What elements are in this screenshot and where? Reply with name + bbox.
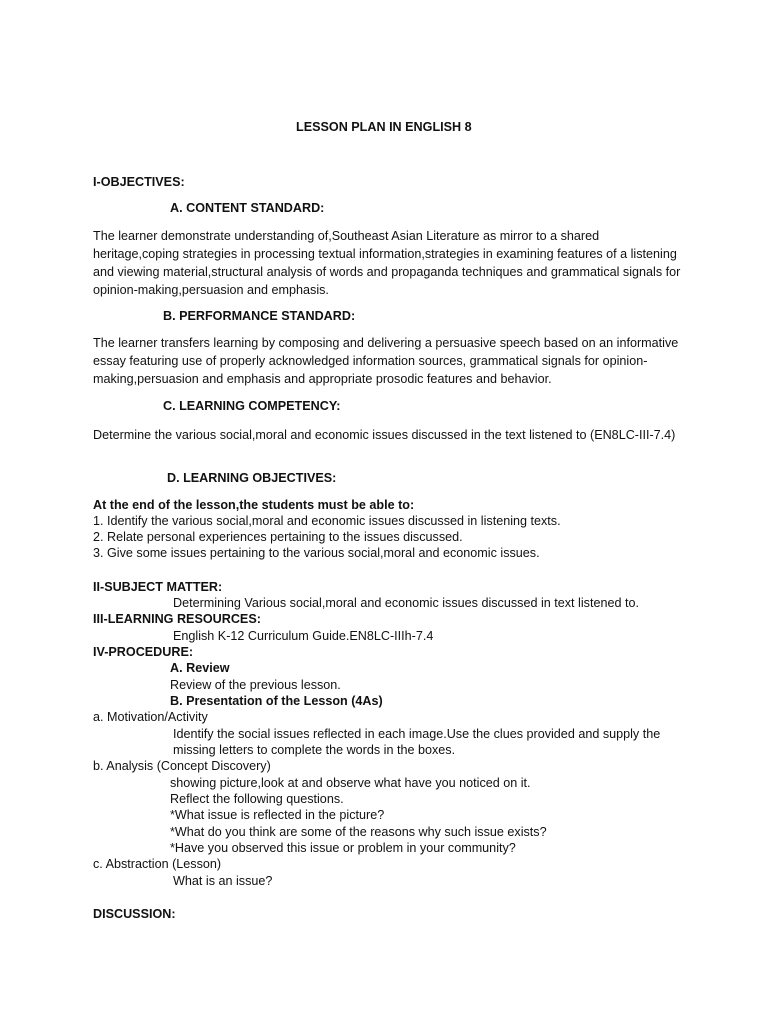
learning-resources-heading: III-LEARNING RESOURCES: xyxy=(93,612,261,626)
learning-objectives-heading: D. LEARNING OBJECTIVES: xyxy=(167,471,337,485)
learning-objective-item: 3. Give some issues pertaining to the various social,moral and economic issues. xyxy=(93,546,540,560)
motivation-text-line: missing letters to complete the words in the boxes. xyxy=(173,743,456,757)
learning-competency-text: Determine the various social,moral and economic issues discussed in the text listened to (EN8LC-III-7.4) xyxy=(93,428,676,442)
learning-objective-item: 2. Relate personal experiences pertaining to the issues discussed. xyxy=(93,530,463,544)
motivation-text-line: Identify the social issues reflected in each image.Use the clues provided and supply the xyxy=(173,727,661,741)
learning-objectives-intro: At the end of the lesson,the students must be able to: xyxy=(93,498,415,512)
review-heading: A. Review xyxy=(170,661,230,675)
page-title: LESSON PLAN IN ENGLISH 8 xyxy=(296,120,472,134)
review-text: Review of the previous lesson. xyxy=(170,678,341,692)
abstraction-text: What is an issue? xyxy=(173,874,273,888)
learning-objective-item: 1. Identify the various social,moral and economic issues discussed in listening texts. xyxy=(93,514,561,528)
content-standard-text: The learner demonstrate understanding of,Southeast Asian Literature as mirror to a shared heritage,coping strategies in processing textual information,strategies in examining features of a listening and viewing material,structural analysis of words and propaganda techniques and grammatical signals for opinion-making,persuasion and emphasis. xyxy=(93,229,681,297)
analysis-line: *What issue is reflected in the picture? xyxy=(170,808,385,822)
discussion-heading: DISCUSSION: xyxy=(93,907,176,921)
analysis-line: *What do you think are some of the reasons why such issue exists? xyxy=(170,825,547,839)
subject-matter-heading: II-SUBJECT MATTER: xyxy=(93,580,223,594)
presentation-heading: B. Presentation of the Lesson (4As) xyxy=(170,694,383,708)
analysis-line: Reflect the following questions. xyxy=(170,792,344,806)
subject-matter-text: Determining Various social,moral and economic issues discussed in text listened to. xyxy=(173,596,639,610)
learning-resources-text: English K-12 Curriculum Guide.EN8LC-IIIh-7.4 xyxy=(173,629,434,643)
performance-standard-text: The learner transfers learning by composing and delivering a persuasive speech based on an informative essay featuring use of properly acknowledged information sources, grammatical signals for opinion-making,persuasion and emphasis and appropriate prosodic features and behavior. xyxy=(93,336,679,386)
abstraction-heading: c. Abstraction (Lesson) xyxy=(93,857,222,871)
analysis-line: *Have you observed this issue or problem in your community? xyxy=(170,841,516,855)
analysis-heading: b. Analysis (Concept Discovery) xyxy=(93,759,271,773)
objectives-heading: I-OBJECTIVES: xyxy=(93,175,185,189)
learning-competency-heading: C. LEARNING COMPETENCY: xyxy=(163,399,341,413)
procedure-heading: IV-PROCEDURE: xyxy=(93,645,194,659)
analysis-line: showing picture,look at and observe what have you noticed on it. xyxy=(170,776,531,790)
performance-standard-heading: B. PERFORMANCE STANDARD: xyxy=(163,309,356,323)
content-standard-heading: A. CONTENT STANDARD: xyxy=(170,201,325,215)
motivation-heading: a. Motivation/Activity xyxy=(93,710,208,724)
